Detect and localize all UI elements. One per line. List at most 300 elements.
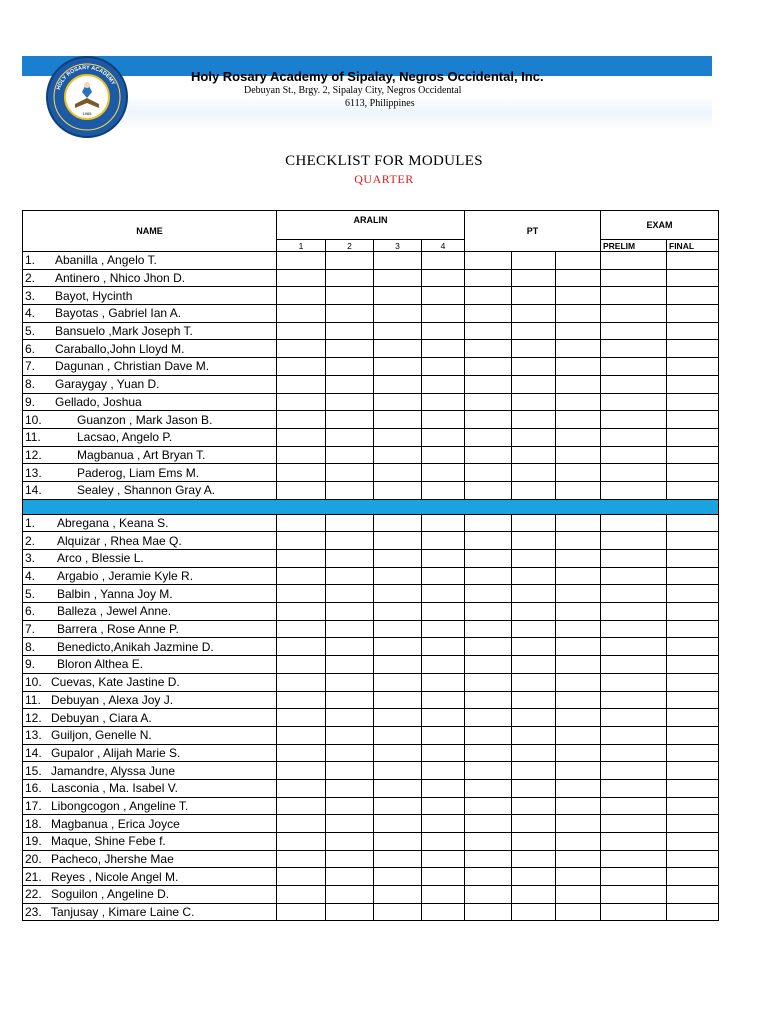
- checklist-cell[interactable]: [667, 833, 719, 851]
- checklist-cell[interactable]: [465, 287, 512, 305]
- checklist-cell[interactable]: [556, 815, 601, 833]
- checklist-cell[interactable]: [465, 603, 512, 621]
- checklist-cell[interactable]: [277, 340, 326, 358]
- checklist-cell[interactable]: [374, 322, 422, 340]
- checklist-cell[interactable]: [374, 358, 422, 376]
- checklist-cell[interactable]: [512, 603, 556, 621]
- checklist-cell[interactable]: [422, 797, 465, 815]
- checklist-cell[interactable]: [601, 903, 667, 921]
- checklist-cell[interactable]: [601, 428, 667, 446]
- checklist-cell[interactable]: [556, 411, 601, 429]
- checklist-cell[interactable]: [556, 691, 601, 709]
- checklist-cell[interactable]: [422, 358, 465, 376]
- checklist-cell[interactable]: [556, 726, 601, 744]
- checklist-cell[interactable]: [465, 797, 512, 815]
- checklist-cell[interactable]: [374, 779, 422, 797]
- checklist-cell[interactable]: [422, 709, 465, 727]
- checklist-cell[interactable]: [465, 638, 512, 656]
- checklist-cell[interactable]: [465, 779, 512, 797]
- checklist-cell[interactable]: [326, 322, 374, 340]
- checklist-cell[interactable]: [326, 815, 374, 833]
- checklist-cell[interactable]: [277, 514, 326, 532]
- checklist-cell[interactable]: [277, 252, 326, 270]
- checklist-cell[interactable]: [422, 903, 465, 921]
- checklist-cell[interactable]: [601, 886, 667, 904]
- checklist-cell[interactable]: [512, 620, 556, 638]
- checklist-cell[interactable]: [556, 446, 601, 464]
- checklist-cell[interactable]: [374, 393, 422, 411]
- checklist-cell[interactable]: [277, 691, 326, 709]
- checklist-cell[interactable]: [512, 532, 556, 550]
- checklist-cell[interactable]: [326, 903, 374, 921]
- checklist-cell[interactable]: [667, 603, 719, 621]
- checklist-cell[interactable]: [326, 550, 374, 568]
- checklist-cell[interactable]: [556, 567, 601, 585]
- checklist-cell[interactable]: [277, 886, 326, 904]
- checklist-cell[interactable]: [601, 464, 667, 482]
- checklist-cell[interactable]: [667, 358, 719, 376]
- checklist-cell[interactable]: [374, 375, 422, 393]
- checklist-cell[interactable]: [422, 550, 465, 568]
- checklist-cell[interactable]: [512, 691, 556, 709]
- checklist-cell[interactable]: [601, 481, 667, 499]
- checklist-cell[interactable]: [277, 744, 326, 762]
- checklist-cell[interactable]: [601, 393, 667, 411]
- checklist-cell[interactable]: [465, 903, 512, 921]
- checklist-cell[interactable]: [277, 464, 326, 482]
- checklist-cell[interactable]: [277, 481, 326, 499]
- checklist-cell[interactable]: [374, 428, 422, 446]
- checklist-cell[interactable]: [512, 428, 556, 446]
- checklist-cell[interactable]: [277, 393, 326, 411]
- checklist-cell[interactable]: [601, 446, 667, 464]
- checklist-cell[interactable]: [277, 375, 326, 393]
- checklist-cell[interactable]: [465, 340, 512, 358]
- checklist-cell[interactable]: [667, 726, 719, 744]
- checklist-cell[interactable]: [512, 411, 556, 429]
- checklist-cell[interactable]: [601, 252, 667, 270]
- checklist-cell[interactable]: [556, 322, 601, 340]
- checklist-cell[interactable]: [374, 744, 422, 762]
- checklist-cell[interactable]: [326, 850, 374, 868]
- checklist-cell[interactable]: [512, 638, 556, 656]
- checklist-cell[interactable]: [422, 514, 465, 532]
- checklist-cell[interactable]: [422, 691, 465, 709]
- checklist-cell[interactable]: [465, 673, 512, 691]
- checklist-cell[interactable]: [422, 340, 465, 358]
- checklist-cell[interactable]: [512, 446, 556, 464]
- checklist-cell[interactable]: [374, 815, 422, 833]
- checklist-cell[interactable]: [601, 638, 667, 656]
- checklist-cell[interactable]: [374, 691, 422, 709]
- checklist-cell[interactable]: [667, 550, 719, 568]
- checklist-cell[interactable]: [667, 411, 719, 429]
- checklist-cell[interactable]: [326, 603, 374, 621]
- checklist-cell[interactable]: [667, 446, 719, 464]
- checklist-cell[interactable]: [277, 850, 326, 868]
- checklist-cell[interactable]: [465, 375, 512, 393]
- checklist-cell[interactable]: [465, 620, 512, 638]
- checklist-cell[interactable]: [512, 833, 556, 851]
- checklist-cell[interactable]: [667, 779, 719, 797]
- checklist-cell[interactable]: [326, 393, 374, 411]
- checklist-cell[interactable]: [556, 514, 601, 532]
- checklist-cell[interactable]: [277, 411, 326, 429]
- checklist-cell[interactable]: [512, 269, 556, 287]
- checklist-cell[interactable]: [326, 638, 374, 656]
- checklist-cell[interactable]: [667, 340, 719, 358]
- checklist-cell[interactable]: [667, 886, 719, 904]
- checklist-cell[interactable]: [667, 815, 719, 833]
- checklist-cell[interactable]: [601, 691, 667, 709]
- checklist-cell[interactable]: [326, 428, 374, 446]
- checklist-cell[interactable]: [374, 903, 422, 921]
- checklist-cell[interactable]: [465, 886, 512, 904]
- checklist-cell[interactable]: [512, 252, 556, 270]
- checklist-cell[interactable]: [422, 833, 465, 851]
- checklist-cell[interactable]: [512, 903, 556, 921]
- checklist-cell[interactable]: [326, 252, 374, 270]
- checklist-cell[interactable]: [326, 567, 374, 585]
- checklist-cell[interactable]: [601, 779, 667, 797]
- checklist-cell[interactable]: [422, 567, 465, 585]
- checklist-cell[interactable]: [667, 903, 719, 921]
- checklist-cell[interactable]: [667, 744, 719, 762]
- checklist-cell[interactable]: [374, 638, 422, 656]
- checklist-cell[interactable]: [277, 903, 326, 921]
- checklist-cell[interactable]: [512, 393, 556, 411]
- checklist-cell[interactable]: [512, 287, 556, 305]
- checklist-cell[interactable]: [667, 532, 719, 550]
- checklist-cell[interactable]: [326, 868, 374, 886]
- checklist-cell[interactable]: [465, 833, 512, 851]
- checklist-cell[interactable]: [512, 886, 556, 904]
- checklist-cell[interactable]: [374, 269, 422, 287]
- checklist-cell[interactable]: [465, 567, 512, 585]
- checklist-cell[interactable]: [326, 514, 374, 532]
- checklist-cell[interactable]: [422, 481, 465, 499]
- checklist-cell[interactable]: [326, 673, 374, 691]
- checklist-cell[interactable]: [465, 305, 512, 323]
- checklist-cell[interactable]: [374, 532, 422, 550]
- checklist-cell[interactable]: [601, 322, 667, 340]
- checklist-cell[interactable]: [277, 620, 326, 638]
- checklist-cell[interactable]: [512, 514, 556, 532]
- checklist-cell[interactable]: [422, 269, 465, 287]
- checklist-cell[interactable]: [512, 358, 556, 376]
- checklist-cell[interactable]: [422, 886, 465, 904]
- checklist-cell[interactable]: [667, 514, 719, 532]
- checklist-cell[interactable]: [465, 762, 512, 780]
- checklist-cell[interactable]: [465, 726, 512, 744]
- checklist-cell[interactable]: [556, 603, 601, 621]
- checklist-cell[interactable]: [556, 358, 601, 376]
- checklist-cell[interactable]: [277, 446, 326, 464]
- checklist-cell[interactable]: [512, 779, 556, 797]
- checklist-cell[interactable]: [326, 446, 374, 464]
- checklist-cell[interactable]: [422, 287, 465, 305]
- checklist-cell[interactable]: [326, 779, 374, 797]
- checklist-cell[interactable]: [601, 709, 667, 727]
- checklist-cell[interactable]: [326, 797, 374, 815]
- checklist-cell[interactable]: [277, 428, 326, 446]
- checklist-cell[interactable]: [422, 252, 465, 270]
- checklist-cell[interactable]: [326, 744, 374, 762]
- checklist-cell[interactable]: [326, 726, 374, 744]
- checklist-cell[interactable]: [512, 726, 556, 744]
- checklist-cell[interactable]: [512, 322, 556, 340]
- checklist-cell[interactable]: [465, 550, 512, 568]
- checklist-cell[interactable]: [601, 550, 667, 568]
- checklist-cell[interactable]: [374, 886, 422, 904]
- checklist-cell[interactable]: [422, 393, 465, 411]
- checklist-cell[interactable]: [667, 868, 719, 886]
- checklist-cell[interactable]: [465, 464, 512, 482]
- checklist-cell[interactable]: [601, 656, 667, 674]
- checklist-cell[interactable]: [556, 340, 601, 358]
- checklist-cell[interactable]: [277, 656, 326, 674]
- checklist-cell[interactable]: [667, 656, 719, 674]
- checklist-cell[interactable]: [422, 603, 465, 621]
- checklist-cell[interactable]: [667, 287, 719, 305]
- checklist-cell[interactable]: [277, 603, 326, 621]
- checklist-cell[interactable]: [326, 709, 374, 727]
- checklist-cell[interactable]: [326, 340, 374, 358]
- checklist-cell[interactable]: [374, 673, 422, 691]
- checklist-cell[interactable]: [556, 305, 601, 323]
- checklist-cell[interactable]: [422, 620, 465, 638]
- checklist-cell[interactable]: [277, 638, 326, 656]
- checklist-cell[interactable]: [465, 691, 512, 709]
- checklist-cell[interactable]: [556, 550, 601, 568]
- checklist-cell[interactable]: [512, 762, 556, 780]
- checklist-cell[interactable]: [556, 393, 601, 411]
- checklist-cell[interactable]: [667, 567, 719, 585]
- checklist-cell[interactable]: [556, 744, 601, 762]
- checklist-cell[interactable]: [326, 269, 374, 287]
- checklist-cell[interactable]: [465, 411, 512, 429]
- checklist-cell[interactable]: [465, 585, 512, 603]
- checklist-cell[interactable]: [667, 850, 719, 868]
- checklist-cell[interactable]: [512, 305, 556, 323]
- checklist-cell[interactable]: [422, 428, 465, 446]
- checklist-cell[interactable]: [422, 638, 465, 656]
- checklist-cell[interactable]: [556, 375, 601, 393]
- checklist-cell[interactable]: [465, 815, 512, 833]
- checklist-cell[interactable]: [512, 340, 556, 358]
- checklist-cell[interactable]: [601, 620, 667, 638]
- checklist-cell[interactable]: [556, 532, 601, 550]
- checklist-cell[interactable]: [512, 656, 556, 674]
- checklist-cell[interactable]: [422, 411, 465, 429]
- checklist-cell[interactable]: [374, 833, 422, 851]
- checklist-cell[interactable]: [601, 585, 667, 603]
- checklist-cell[interactable]: [277, 815, 326, 833]
- checklist-cell[interactable]: [422, 585, 465, 603]
- checklist-cell[interactable]: [326, 585, 374, 603]
- checklist-cell[interactable]: [667, 252, 719, 270]
- checklist-cell[interactable]: [601, 269, 667, 287]
- checklist-cell[interactable]: [601, 532, 667, 550]
- checklist-cell[interactable]: [556, 868, 601, 886]
- checklist-cell[interactable]: [667, 464, 719, 482]
- checklist-cell[interactable]: [601, 305, 667, 323]
- checklist-cell[interactable]: [374, 656, 422, 674]
- checklist-cell[interactable]: [601, 567, 667, 585]
- checklist-cell[interactable]: [422, 305, 465, 323]
- checklist-cell[interactable]: [326, 375, 374, 393]
- checklist-cell[interactable]: [465, 358, 512, 376]
- checklist-cell[interactable]: [326, 620, 374, 638]
- checklist-cell[interactable]: [465, 850, 512, 868]
- checklist-cell[interactable]: [465, 656, 512, 674]
- checklist-cell[interactable]: [667, 673, 719, 691]
- checklist-cell[interactable]: [326, 305, 374, 323]
- checklist-cell[interactable]: [667, 428, 719, 446]
- checklist-cell[interactable]: [556, 850, 601, 868]
- checklist-cell[interactable]: [374, 620, 422, 638]
- checklist-cell[interactable]: [667, 797, 719, 815]
- checklist-cell[interactable]: [512, 744, 556, 762]
- checklist-cell[interactable]: [667, 305, 719, 323]
- checklist-cell[interactable]: [277, 305, 326, 323]
- checklist-cell[interactable]: [667, 585, 719, 603]
- checklist-cell[interactable]: [422, 744, 465, 762]
- checklist-cell[interactable]: [556, 287, 601, 305]
- checklist-cell[interactable]: [465, 709, 512, 727]
- checklist-cell[interactable]: [601, 744, 667, 762]
- checklist-cell[interactable]: [422, 375, 465, 393]
- checklist-cell[interactable]: [422, 322, 465, 340]
- checklist-cell[interactable]: [512, 868, 556, 886]
- checklist-cell[interactable]: [465, 428, 512, 446]
- checklist-cell[interactable]: [326, 833, 374, 851]
- checklist-cell[interactable]: [667, 393, 719, 411]
- checklist-cell[interactable]: [512, 375, 556, 393]
- checklist-cell[interactable]: [556, 779, 601, 797]
- checklist-cell[interactable]: [512, 585, 556, 603]
- checklist-cell[interactable]: [326, 762, 374, 780]
- checklist-cell[interactable]: [601, 850, 667, 868]
- checklist-cell[interactable]: [465, 446, 512, 464]
- checklist-cell[interactable]: [667, 481, 719, 499]
- checklist-cell[interactable]: [326, 886, 374, 904]
- checklist-cell[interactable]: [601, 762, 667, 780]
- checklist-cell[interactable]: [512, 815, 556, 833]
- checklist-cell[interactable]: [465, 481, 512, 499]
- checklist-cell[interactable]: [667, 269, 719, 287]
- checklist-cell[interactable]: [326, 464, 374, 482]
- checklist-cell[interactable]: [556, 252, 601, 270]
- checklist-cell[interactable]: [374, 709, 422, 727]
- checklist-cell[interactable]: [601, 797, 667, 815]
- checklist-cell[interactable]: [326, 358, 374, 376]
- checklist-cell[interactable]: [326, 481, 374, 499]
- checklist-cell[interactable]: [374, 514, 422, 532]
- checklist-cell[interactable]: [326, 656, 374, 674]
- checklist-cell[interactable]: [601, 375, 667, 393]
- checklist-cell[interactable]: [277, 833, 326, 851]
- checklist-cell[interactable]: [326, 411, 374, 429]
- checklist-cell[interactable]: [277, 269, 326, 287]
- checklist-cell[interactable]: [556, 620, 601, 638]
- checklist-cell[interactable]: [374, 850, 422, 868]
- checklist-cell[interactable]: [465, 514, 512, 532]
- checklist-cell[interactable]: [556, 656, 601, 674]
- checklist-cell[interactable]: [512, 464, 556, 482]
- checklist-cell[interactable]: [374, 567, 422, 585]
- checklist-cell[interactable]: [422, 673, 465, 691]
- checklist-cell[interactable]: [422, 815, 465, 833]
- checklist-cell[interactable]: [326, 287, 374, 305]
- checklist-cell[interactable]: [326, 532, 374, 550]
- checklist-cell[interactable]: [326, 691, 374, 709]
- checklist-cell[interactable]: [374, 762, 422, 780]
- checklist-cell[interactable]: [601, 287, 667, 305]
- checklist-cell[interactable]: [512, 673, 556, 691]
- checklist-cell[interactable]: [667, 762, 719, 780]
- checklist-cell[interactable]: [601, 673, 667, 691]
- checklist-cell[interactable]: [277, 532, 326, 550]
- checklist-cell[interactable]: [556, 269, 601, 287]
- checklist-cell[interactable]: [374, 481, 422, 499]
- checklist-cell[interactable]: [422, 656, 465, 674]
- checklist-cell[interactable]: [422, 762, 465, 780]
- checklist-cell[interactable]: [465, 744, 512, 762]
- checklist-cell[interactable]: [374, 252, 422, 270]
- checklist-cell[interactable]: [277, 322, 326, 340]
- checklist-cell[interactable]: [374, 585, 422, 603]
- checklist-cell[interactable]: [277, 287, 326, 305]
- checklist-cell[interactable]: [374, 550, 422, 568]
- checklist-cell[interactable]: [601, 868, 667, 886]
- checklist-cell[interactable]: [422, 726, 465, 744]
- checklist-cell[interactable]: [667, 322, 719, 340]
- checklist-cell[interactable]: [556, 428, 601, 446]
- checklist-cell[interactable]: [556, 673, 601, 691]
- checklist-cell[interactable]: [277, 779, 326, 797]
- checklist-cell[interactable]: [667, 709, 719, 727]
- checklist-cell[interactable]: [277, 868, 326, 886]
- checklist-cell[interactable]: [556, 638, 601, 656]
- checklist-cell[interactable]: [374, 287, 422, 305]
- checklist-cell[interactable]: [512, 709, 556, 727]
- checklist-cell[interactable]: [512, 550, 556, 568]
- checklist-cell[interactable]: [512, 567, 556, 585]
- checklist-cell[interactable]: [601, 358, 667, 376]
- checklist-cell[interactable]: [601, 411, 667, 429]
- checklist-cell[interactable]: [465, 269, 512, 287]
- checklist-cell[interactable]: [601, 603, 667, 621]
- checklist-cell[interactable]: [465, 322, 512, 340]
- checklist-cell[interactable]: [277, 709, 326, 727]
- checklist-cell[interactable]: [374, 464, 422, 482]
- checklist-cell[interactable]: [465, 868, 512, 886]
- checklist-cell[interactable]: [465, 252, 512, 270]
- checklist-cell[interactable]: [512, 797, 556, 815]
- checklist-cell[interactable]: [277, 550, 326, 568]
- checklist-cell[interactable]: [374, 797, 422, 815]
- checklist-cell[interactable]: [667, 375, 719, 393]
- checklist-cell[interactable]: [277, 585, 326, 603]
- checklist-cell[interactable]: [374, 340, 422, 358]
- checklist-cell[interactable]: [667, 691, 719, 709]
- checklist-cell[interactable]: [601, 514, 667, 532]
- checklist-cell[interactable]: [422, 868, 465, 886]
- checklist-cell[interactable]: [374, 446, 422, 464]
- checklist-cell[interactable]: [422, 532, 465, 550]
- checklist-cell[interactable]: [277, 567, 326, 585]
